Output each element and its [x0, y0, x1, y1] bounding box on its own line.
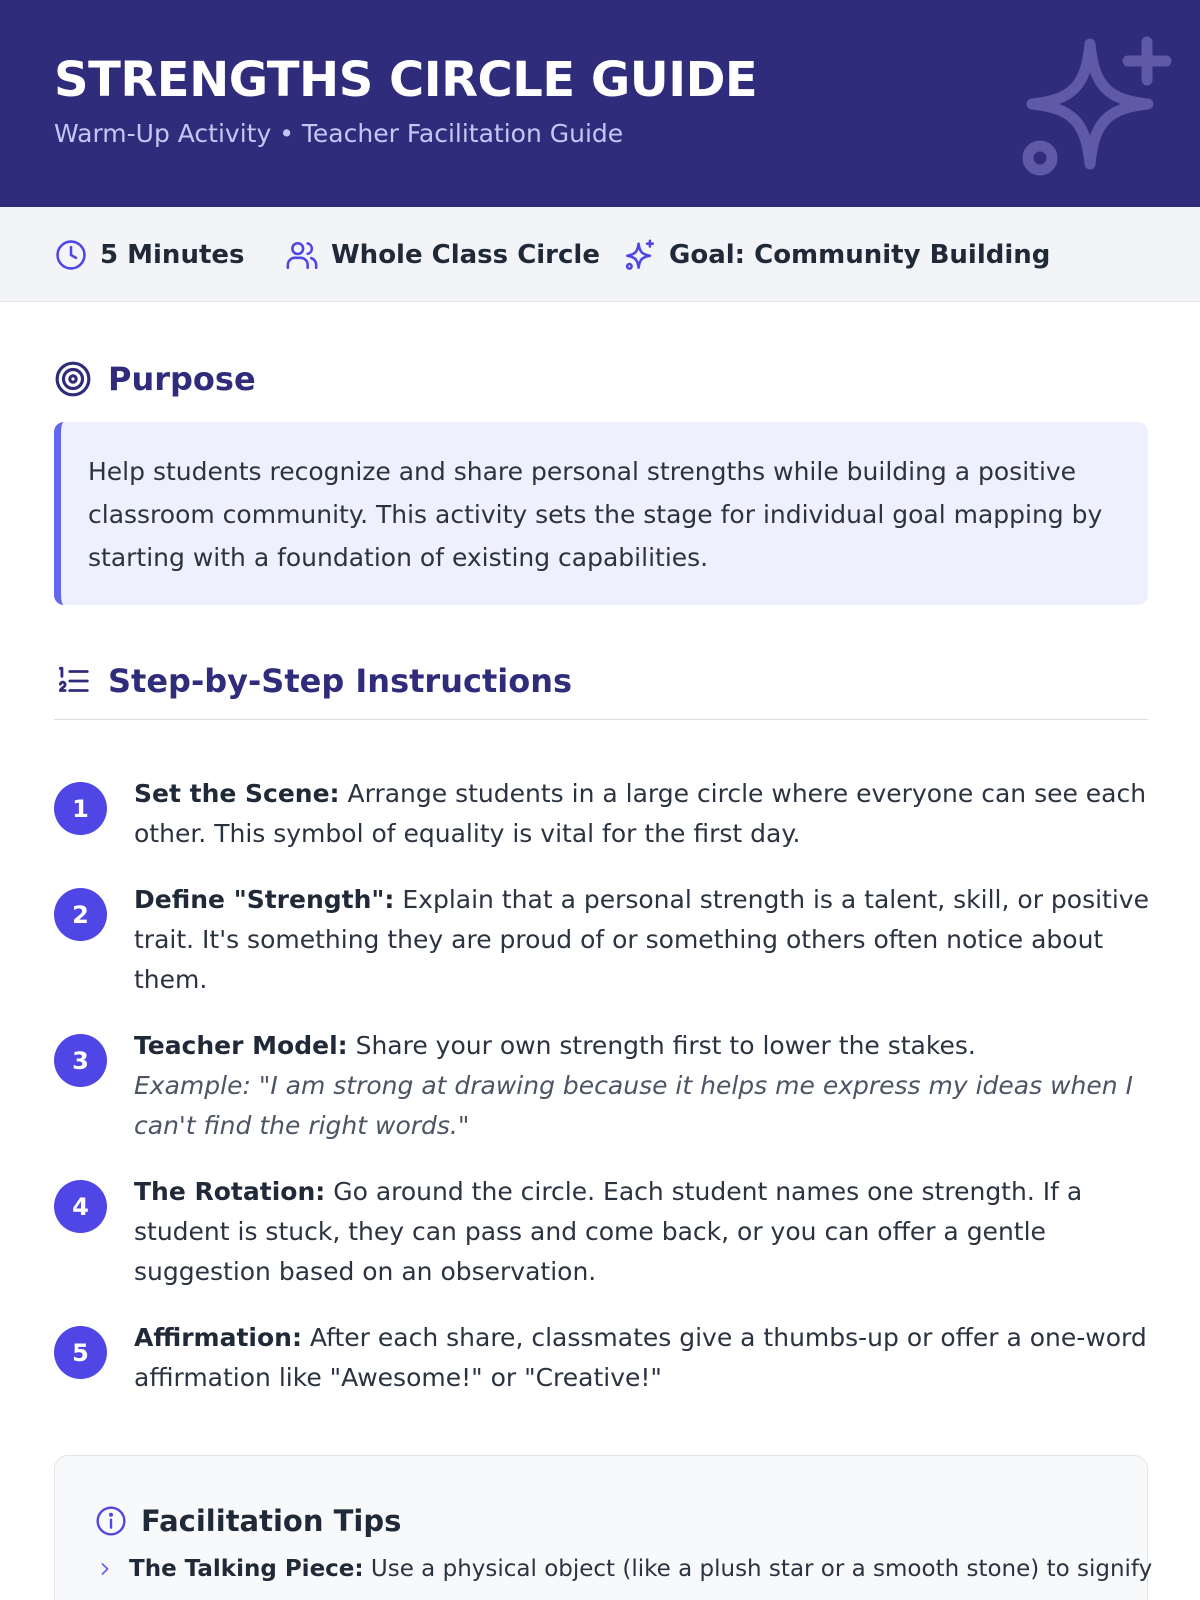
- section-divider: [54, 719, 1148, 720]
- tip-body: Use a physical object (like a plush star or a smooth stone) to signify: [370, 1556, 1153, 1582]
- step-number: 4: [54, 1180, 107, 1233]
- step-body: Arrange students in a large circle where everyone can see each other. This symbol of equality is vital for the first day.: [134, 779, 1147, 848]
- step-text: [134, 1172, 1154, 1292]
- step-number: 2: [54, 888, 107, 941]
- sparkle-icon: [1012, 28, 1172, 188]
- step-body: Go around the circle. Each student names one strength. If a student is stuck, they can pass and come back, or you can offer a gentle suggestion based on an observation.: [134, 1177, 1083, 1286]
- meta-duration: [54, 207, 245, 302]
- duration-label: 5 Minutes: [100, 239, 245, 270]
- purpose-text: Help students recognize and share personal strengths while building a positive classroom community. This activity sets the stage for individual goal mapping by starting with a foundation of existing capabilities.: [54, 422, 1148, 605]
- step-text: [134, 774, 1154, 854]
- step-text: [134, 880, 1154, 1000]
- step-title: Teacher Model:: [134, 1031, 348, 1060]
- page-title: STRENGTHS CIRCLE GUIDE: [54, 52, 758, 108]
- step-number: 5: [54, 1326, 107, 1379]
- numbered-list-icon: [54, 662, 92, 700]
- target-icon: [54, 360, 92, 398]
- meta-goal: [623, 207, 1050, 302]
- instructions-heading: [54, 662, 572, 700]
- meta-group: [285, 207, 600, 302]
- step-example: Example: "I am strong at drawing because it helps me express my ideas when I can't find the right words.": [134, 1071, 1133, 1140]
- purpose-title: Purpose: [108, 360, 256, 398]
- step-body: Share your own strength first to lower the stakes.: [355, 1031, 976, 1060]
- step-title: Set the Scene:: [134, 779, 340, 808]
- clock-icon: [54, 238, 88, 272]
- tip-text: [129, 1556, 1152, 1582]
- step-number: 1: [54, 782, 107, 835]
- step-title: The Rotation:: [134, 1177, 326, 1206]
- instructions-title: Step-by-Step Instructions: [108, 662, 573, 700]
- step-text: [134, 1318, 1154, 1398]
- users-icon: [285, 238, 319, 272]
- group-label: Whole Class Circle: [331, 239, 600, 270]
- meta-bar: [0, 207, 1200, 302]
- info-icon: [95, 1505, 127, 1537]
- tip-item: [95, 1556, 1153, 1582]
- step-title: Define "Strength":: [134, 885, 395, 914]
- tip-title: The Talking Piece:: [129, 1556, 364, 1582]
- facilitation-tips-card: [54, 1455, 1153, 1600]
- page-header: [0, 0, 1200, 207]
- chevron-right-icon: [95, 1559, 115, 1579]
- purpose-heading: [54, 360, 256, 398]
- sparkles-icon: [623, 238, 657, 272]
- tips-title: Facilitation Tips: [141, 1504, 402, 1538]
- step-text: [134, 1026, 1154, 1146]
- page-subtitle: Warm-Up Activity • Teacher Facilitation Guide: [54, 119, 624, 148]
- step-title: Affirmation:: [134, 1323, 302, 1352]
- step-body: Explain that a personal strength is a talent, skill, or positive trait. It's something they are proud of or something others often notice about them.: [134, 885, 1149, 994]
- goal-label: Goal: Community Building: [669, 239, 1051, 270]
- step-number: 3: [54, 1034, 107, 1087]
- step-body: After each share, classmates give a thumbs-up or offer a one-word affirmation like "Awesome!" or "Creative!": [134, 1323, 1147, 1392]
- tips-heading: [95, 1504, 401, 1538]
